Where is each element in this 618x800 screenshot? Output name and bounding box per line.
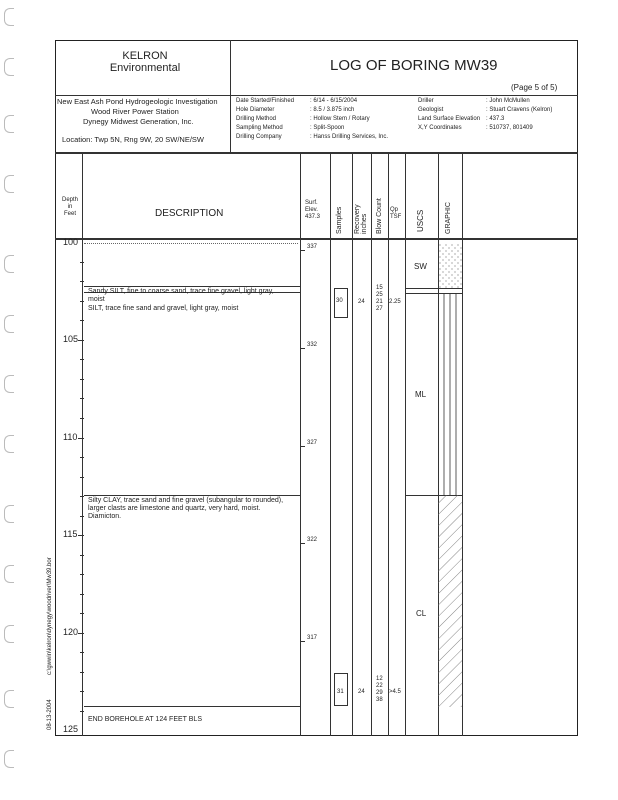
blow-counts: 12 22 29 38 <box>376 676 383 703</box>
qp-header: Qp TSF <box>390 207 402 220</box>
samples-header: Samples <box>336 206 343 234</box>
blow-count-header: Blow Count <box>376 198 383 234</box>
project-client: Dynegy Midwest Generation, Inc. <box>83 117 194 126</box>
sample-number: 30 <box>336 298 343 304</box>
page-title: LOG OF BORING MW39 <box>330 57 498 74</box>
log-frame <box>55 40 578 736</box>
sample-recovery: 24 <box>358 689 365 695</box>
project-title: New East Ash Pond Hydrogeologic Investigation <box>57 97 218 106</box>
silt-pattern <box>444 293 456 495</box>
stratum-description: Silty CLAY, trace sand and fine gravel (subangular to rounded), larger clasts are limestone and quartz, very hard, moist. Diamicton. <box>88 497 284 520</box>
file-path: c:\gwwin\kelron\dynegy\woodriver\Mw39.bor <box>47 557 53 675</box>
recovery-header: Recovery inches <box>354 204 368 234</box>
depth-header: Depth in Feet <box>61 197 78 217</box>
end-borehole: END BOREHOLE AT 124 FEET BLS <box>88 716 202 723</box>
qp-value: >4.5 <box>389 689 401 695</box>
sample-recovery: 24 <box>358 299 365 305</box>
sand-pattern <box>438 243 462 288</box>
stratum-description: SILT, trace fine sand and gravel, light gray, moist <box>88 305 239 312</box>
blow-counts: 15 25 21 27 <box>376 285 383 312</box>
qp-value: 2.25 <box>389 299 401 305</box>
project-location: Location: Twp 5N, Rng 9W, 20 SW/NE/SW <box>62 135 205 144</box>
uscs-label: ML <box>415 390 427 399</box>
sample-number: 31 <box>337 689 344 695</box>
surf-elev-header: Surf. Elev. 437.3 <box>305 200 321 220</box>
company-subtitle: Environmental <box>109 62 181 74</box>
graphic-log <box>438 243 462 707</box>
graphic-header: GRAPHIC <box>445 202 452 234</box>
uscs-header: USCS <box>416 209 425 232</box>
print-date: 08-13-2004 <box>47 699 53 730</box>
project-site: Wood River Power Station <box>91 107 179 116</box>
page-indicator: (Page 5 of 5) <box>511 83 558 92</box>
description-header: DESCRIPTION <box>155 208 224 219</box>
clay-pattern <box>438 495 462 707</box>
uscs-label: CL <box>416 609 427 618</box>
stratum-description: Sandy SILT, fine to coarse sand, trace fine gravel, light gray, moist <box>88 288 274 303</box>
uscs-label: SW <box>414 262 427 271</box>
company-name: KELRON <box>122 50 168 62</box>
